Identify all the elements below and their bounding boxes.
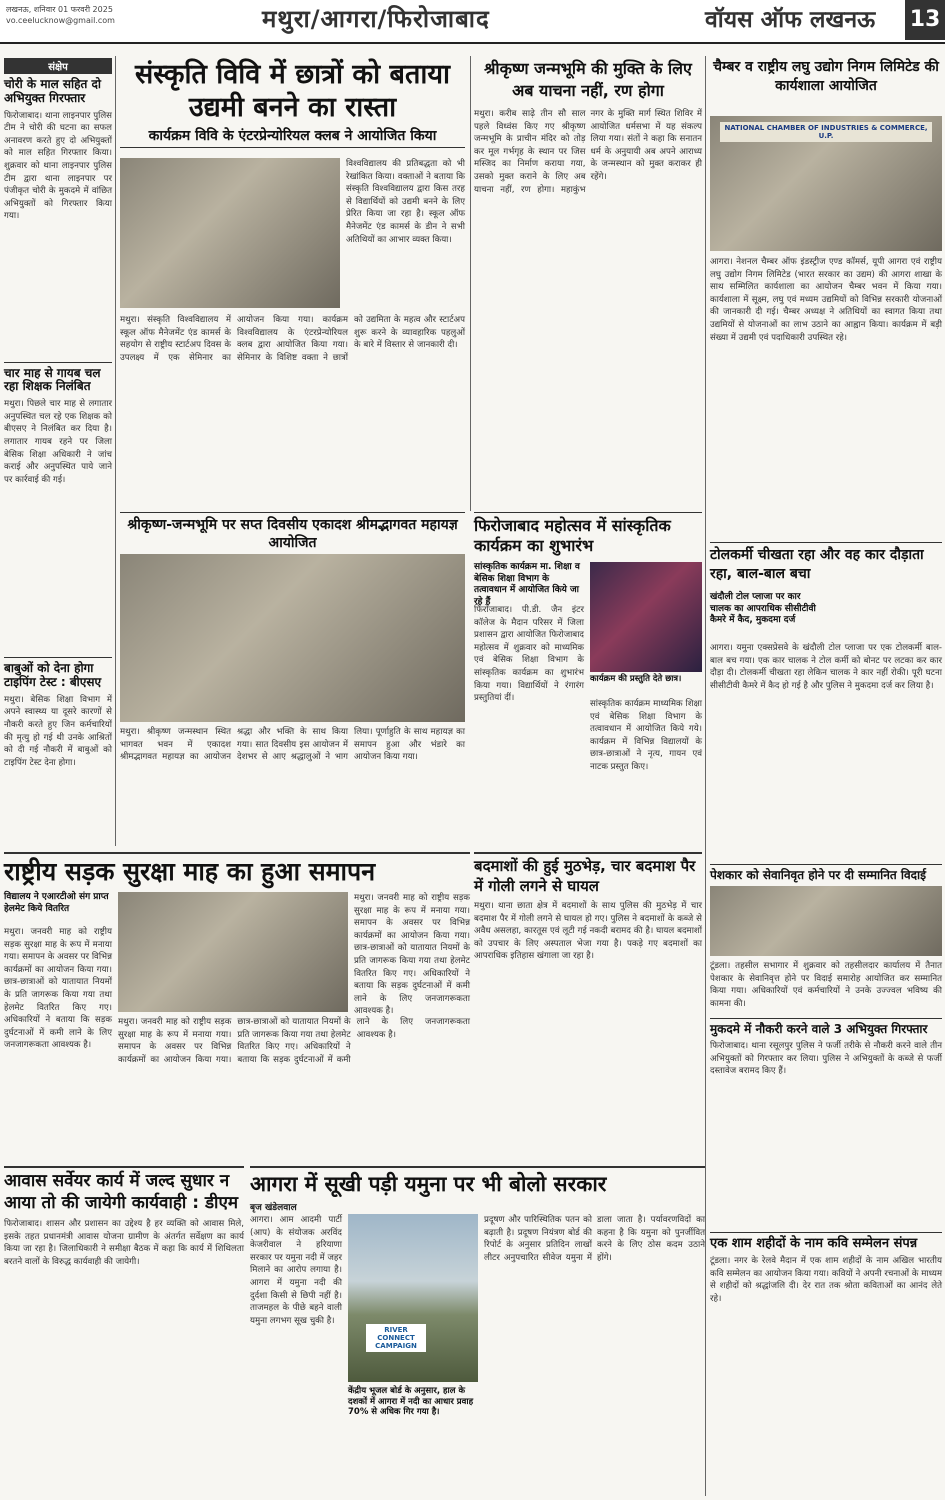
story-body: टूंडला। तहसील सभागार में शुक्रवार को तहसीलदार कार्यालय में तैनात पेशकार के सेवानिवृत्त होने पर विदाई समारोह आयोजित कर सम्मानित किया गया। अधिकारियों एवं कर्मचारियों ने उनके उज्ज्वल भविष्य की कामना की। — [710, 961, 942, 1009]
yagya-photo — [120, 554, 465, 722]
story-body: मथुरा। जनवरी माह को राष्ट्रीय सड़क सुरक्षा माह के रूप में मनाया गया। समापन के अवसर पर विभिन्न कार्यक्रमों का आयोजन किया गया। छात्र-छात्राओं को यातायात नियमों के प्रति जागरूक किया गया तथा हेलमेट वितरित किए गए। अधिकारियों ने बताया कि सड़क दुर्घटनाओं में कमी लाने के लिए जनजागरूकता आवश्यक है। — [118, 1017, 470, 1065]
story-body: विश्वविद्यालय की प्रतिबद्धता को भी रेखांकित किया। वक्ताओं ने बताया कि संस्कृति विश्वविद्यालय द्वारा किस तरह से विद्यार्थियों को उद्यमी बनने के लिए प्रेरित किया जा रहा है। स्कूल ऑफ मैनेजमेंट एंड कामर्स के डीन ने सभी अतिथियों का आभार व्यक्त किया। — [346, 159, 465, 245]
story-body: सांस्कृतिक कार्यक्रम माध्यमिक शिक्षा एवं बेसिक शिक्षा विभाग के तत्वावधान में आयोजित किये गये। कार्यक्रम में विभिन्न विद्यालयों के छात्र-छात्राओं ने नृत्य, गायन एवं नाटक प्रस्तुत किए। — [590, 699, 702, 772]
story-body: मथुरा। जनवरी माह को राष्ट्रीय सड़क सुरक्षा माह के रूप में मनाया गया। समापन के अवसर पर विभिन्न कार्यक्रमों का आयोजन किया गया। छात्र-छात्राओं को यातायात नियमों के प्रति जागरूक किया गया तथा हेलमेट वितरित किए गए। अधिकारियों ने बताया कि सड़क दुर्घटनाओं में कमी लाने के लिए जनजागरूकता आवश्यक है। — [4, 927, 112, 1051]
briefs-label: संक्षेप — [4, 58, 112, 74]
brief-body: मथुरा। बेसिक शिक्षा विभाग में अपने स्वास्थ्य या दूसरे कारणों से नौकरी करते हुए जिन कर्मचारियों की मृत्यु हो गई थी उनके आश्रितों को दी गई नौकरी में बाबुओं को टाइपिंग टेस्ट देना होगा। — [4, 694, 112, 768]
road-safety-photo — [118, 892, 348, 1012]
dance-photo — [590, 562, 702, 672]
story-body: फिरोजाबाद। पी.डी. जैन इंटर कॉलेज के मैदान परिसर में जिला प्रशासन द्वारा आयोजित फिरोजाबाद महोत्सव में शुक्रवार को माध्यमिक एवं बेसिक शिक्षा विभाग के सांस्कृतिक कार्यक्रम का शुभारंभ किया गया। विद्यार्थियों ने रंगारंग प्रस्तुतियां दीं। — [474, 605, 584, 704]
story-headline: बदमाशों की हुई मुठभेड़, चार बदमाश पैर में गोली लगने से घायल — [474, 852, 702, 896]
story-bullet: खंदौली टोल प्लाजा पर कार चालक का आपराधिक सीसीटीवी कैमरे में कैद, मुकदमा दर्ज — [710, 592, 816, 626]
story-headline: श्रीकृष्ण जन्मभूमि की मुक्ति के लिए अब याचना नहीं, रण होगा — [484, 59, 692, 100]
story-fraud — [710, 1018, 942, 1228]
story-tolkarmi — [710, 542, 942, 860]
story-body: आगरा। नेशनल चैम्बर ऑफ इंडस्ट्रीज एण्ड कॉमर्स, यूपी आगरा एवं राष्ट्रीय लघु उद्योग निगम लिमिटेड (भारत सरकार का उद्यम) की आगरा शाखा के साथ सम्मिलित कार्यशाला का आयोजन चैम्बर भवन में किया गया। कार्यशाला में सूक्ष्म, लघु एवं मध्यम उद्यमियों को विभिन्न सरकारी योजनाओं की जानकारी दी गई। चैम्बर अध्यक्ष ने अतिथियों का स्वागत किया तथा उद्यमियों से योजनाओं का लाभ उठाने का आह्वान किया। कार्यक्रम में बड़ी संख्या में उद्यमी एवं पदाधिकारी उपस्थित रहे। — [710, 257, 942, 343]
taj-yamuna-photo — [348, 1214, 478, 1382]
story-body: मथुरा। संस्कृति विश्वविद्यालय में स्कूल ऑफ मैनेजमेंट एंड कामर्स के सहयोग से राष्ट्रीय स्टार्टअप दिवस के उपलक्ष्य में एक सेमिनार का आयोजन किया गया। कार्यक्रम विश्वविद्यालय के एंटरप्रेन्योरियल क्लब द्वारा आयोजित किया गया। सेमिनार के विशिष्ट वक्ता ने छात्रों को उद्यमिता के महत्व और स्टार्टअप शुरू करने के व्यावहारिक पहलुओं के बारे में विस्तार से जानकारी दी। — [120, 315, 465, 363]
seminar-photo — [120, 158, 340, 308]
story-headline: श्रीकृष्ण-जन्मभूमि पर सप्त दिवसीय एकादश श्रीमद्भागवत महायज्ञ आयोजित — [120, 512, 465, 552]
campaign-sign: RIVER CONNECT CAMPAIGN — [366, 1324, 426, 1352]
story-chamber — [710, 58, 942, 538]
story-headline: राष्ट्रीय सड़क सुरक्षा माह का हुआ समापन — [4, 852, 470, 888]
brief-headline: चार माह से गायब चल रहा शिक्षक निलंबित — [4, 365, 101, 394]
story-body: आगरा। आम आदमी पार्टी (आप) के संयोजक अरविंद केजरीवाल ने हरियाणा सरकार पर यमुना नदी में जहर मिलाने का आरोप लगाया है। आगरा में यमुना नदी की दुर्दशा किसी से छिपी नहीं है। ताजमहल के पीछे बहने वाली यमुना लगभग सूख चुकी है। — [250, 1215, 342, 1326]
story-krishna — [474, 58, 702, 508]
story-headline: एक शाम शहीदों के नाम कवि सम्मेलन संपन्न — [710, 1232, 942, 1252]
photo-caption: कार्यक्रम की प्रस्तुति देते छात्र। — [590, 674, 682, 684]
story-farewell — [710, 864, 942, 1014]
story-deck: कार्यक्रम विवि के एंटरप्रेन्योरियल क्लब ने आयोजित किया — [120, 128, 465, 148]
chamber-banner: NATIONAL CHAMBER OF INDUSTRIES & COMMERCE, U.P. — [720, 122, 932, 142]
farewell-photo — [710, 886, 942, 956]
story-encounter — [474, 852, 702, 1162]
story-headline: टोलकर्मी चीखता रहा और वह कार दौड़ाता रहा, बाल-बाल बचा — [710, 542, 942, 584]
story-bhagwat — [120, 512, 465, 842]
story-headline: संस्कृति विवि में छात्रों को बताया उद्यमी बनने का रास्ता — [134, 59, 451, 123]
story-body: आगरा। यमुना एक्सप्रेसवे के खंदौली टोल प्लाजा पर एक टोलकर्मी बाल-बाल बच गया। एक कार चालक ने टोल कर्मी को बोनट पर लटका कर कार दौड़ा दी। टोलकर्मी चीखता रहा लेकिन चालक ने कार नहीं रोकी। पूरी घटना सीसीटीवी कैमरे में कैद हो गई है और पुलिस ने मुकदमा दर्ज कर लिया है। — [710, 643, 942, 691]
page-number: 13 — [905, 0, 945, 40]
story-body: मथुरा। करीब साढ़े तीन सौ साल पहले विध्वंस किए गए श्रीकृष्ण जन्मभूमि के प्राचीन मंदिर को तोड़ कर मूल गर्भगृह के स्थान पर जिस मस्जिद का निर्माण कराया गया, उसको मुक्त कराने के लिए अब याचना नहीं, रण होगा। महाकुंभ नगर के मुक्ति मार्ग स्थित शिविर में आयोजित धर्मसभा में यह संकल्प लिया गया। संतों ने कहा कि सनातन धर्म के अनुयायी अब अपने आराध्य के जन्मस्थान को मुक्त कराकर ही रहेंगे। — [474, 109, 702, 195]
chamber-photo — [710, 116, 942, 251]
dateline: लखनऊ, शनिवार 01 फरवरी 2025 — [6, 5, 113, 14]
story-headline: मुकदमे में नौकरी करने वाले 3 अभियुक्त गिरफ्तार — [710, 1018, 942, 1037]
story-sanskriti — [120, 58, 465, 508]
story-road-safety — [4, 852, 470, 1162]
story-body: मथुरा। थाना छाता क्षेत्र में बदमाशों के साथ पुलिस की मुठभेड़ में चार बदमाश पैर में गोली लगने से घायल हो गए। पुलिस ने बदमाशों के कब्जे से अवैध असलहा, कारतूस एवं लूटी गई नकदी बरामद की है। घायल बदमाशों को उपचार के लिए अस्पताल भेजा गया है। पकड़े गए बदमाशों का आपराधिक इतिहास खंगाला जा रहा है। — [474, 901, 702, 962]
section-title: मथुरा/आगरा/फिरोजाबाद — [262, 5, 490, 33]
story-mahotsav — [474, 512, 702, 842]
brief-body: मथुरा। पिछले चार माह से लगातार अनुपस्थित चल रहे एक शिक्षक को बीएसए ने निलंबित कर दिया है। लगातार गायब रहने पर जिला बेसिक शिक्षा अधिकारी ने जांच कराई और अनुपस्थित पाये जाने पर कार्रवाई की गई। — [4, 399, 112, 485]
story-headline: चैम्बर व राष्ट्रीय लघु उद्योग निगम लिमिटेड की कार्यशाला आयोजित — [713, 59, 939, 94]
story-bullet: सांस्कृतिक कार्यक्रम मा. शिक्षा व बेसिक शिक्षा विभाग के तत्वावधान में आयोजित किये जा रहे हैं — [474, 562, 580, 608]
brief-headline: बाबुओं को देना होगा टाइपिंग टेस्ट : बीएसए — [4, 661, 102, 689]
story-body: मथुरा। श्रीकृष्ण जन्मस्थान स्थित भागवत भवन में एकादश श्रीमद्भागवत महायज्ञ का आयोजन श्रद्धा और भक्ति के साथ किया गया। सात दिवसीय इस आयोजन में देशभर से आए श्रद्धालुओं ने भाग लिया। पूर्णाहुति के साथ महायज्ञ का समापन हुआ और भंडारे का आयोजन किया गया। — [120, 727, 465, 763]
story-yamuna — [250, 1166, 705, 1496]
story-awas — [4, 1166, 244, 1496]
story-body: प्रदूषण और पारिस्थितिक पतन को बढ़ाती है। प्रदूषण नियंत्रण बोर्ड की रिपोर्ट के अनुसार प्रतिदिन लाखों लीटर अनुपचारित सीवेज यमुना में डाला जाता है। पर्यावरणविदों का कहना है कि यमुना को पुनर्जीवित करने के लिए ठोस कदम उठाने होंगे। — [484, 1215, 705, 1263]
story-body: मथुरा। जनवरी माह को राष्ट्रीय सड़क सुरक्षा माह के रूप में मनाया गया। समापन के अवसर पर विभिन्न कार्यक्रमों का आयोजन किया गया। छात्र-छात्राओं को यातायात नियमों के प्रति जागरूक किया गया तथा हेलमेट वितरित किए गए। अधिकारियों ने बताया कि सड़क दुर्घटनाओं में कमी लाने के लिए जनजागरूकता आवश्यक है। — [354, 893, 470, 1017]
story-headline: पेशकार को सेवानिवृत होने पर दी सम्मानित विदाई — [710, 864, 942, 883]
story-body: फिरोजाबाद। थाना रसूलपुर पुलिस ने फर्जी तरीके से नौकरी करने वाले तीन अभियुक्तों को गिरफ्तार कर लिया। पुलिस ने अभियुक्तों के कब्जे से फर्जी दस्तावेज बरामद किए हैं। — [710, 1041, 942, 1077]
brief-headline: चोरी के माल सहित दो अभियुक्त गिरफ्तार — [4, 77, 102, 105]
photo-caption: केंद्रीय भूजल बोर्ड के अनुसार, हाल के दशकों में आगरा में नदी का आधार प्रवाह 70% से अधिक गिर गया है। — [348, 1386, 474, 1418]
masthead — [0, 0, 945, 44]
column-divider — [705, 56, 706, 1496]
column-divider — [470, 56, 471, 511]
newspaper-brand: वॉयस ऑफ लखनऊ — [705, 7, 876, 33]
email: vo.ceelucknow@gmail.com — [6, 16, 115, 25]
byline: बृज खंडेलवाल — [250, 1203, 297, 1213]
story-headline: आवास सर्वेयर कार्य में जल्द सुधार न आया तो की जायेगी कार्यवाही : डीएम — [4, 1166, 244, 1214]
story-body: फिरोजाबाद। शासन और प्रशासन का उद्देश्य है हर व्यक्ति को आवास मिले, इसके तहत प्रधानमंत्री आवास योजना ग्रामीण के अंतर्गत सर्वेक्षण का कार्य किया जा रहा है। जिलाधिकारी ने समीक्षा बैठक में कहा कि कार्य में शिथिलता बरतने वालों के विरुद्ध कार्यवाही की जायेगी। — [4, 1219, 244, 1267]
brief-body: फिरोजाबाद। थाना लाइनपार पुलिस टीम ने चोरी की घटना का सफल अनावरण करते हुए दो अभियुक्तों को माल सहित गिरफ्तार किया। शुक्रवार को थाना लाइनपार पुलिस टीम द्वारा थाना लाइनपार पर पंजीकृत चोरी के मुकदमे में वांछित अभियुक्तों को गिरफ्तार किया गया। — [4, 110, 112, 222]
story-headline: फिरोजाबाद महोत्सव में सांस्कृतिक कार्यक्रम का शुभारंभ — [474, 512, 702, 556]
story-headline: आगरा में सूखी पड़ी यमुना पर भी बोलो सरकार — [250, 1166, 705, 1198]
story-kavi — [710, 1232, 942, 1494]
story-bullet: विद्यालय ने एआरटीओ संग प्राप्त हेलमेट किये वितरित — [4, 892, 109, 914]
column-divider — [115, 56, 116, 846]
story-body: टूंडला। नगर के रेलवे मैदान में एक शाम शहीदों के नाम अखिल भारतीय कवि सम्मेलन का आयोजन किया गया। कवियों ने अपनी रचनाओं के माध्यम से शहीदों को श्रद्धांजलि दी। देर रात तक श्रोता कविताओं का आनंद लेते रहे। — [710, 1256, 942, 1304]
